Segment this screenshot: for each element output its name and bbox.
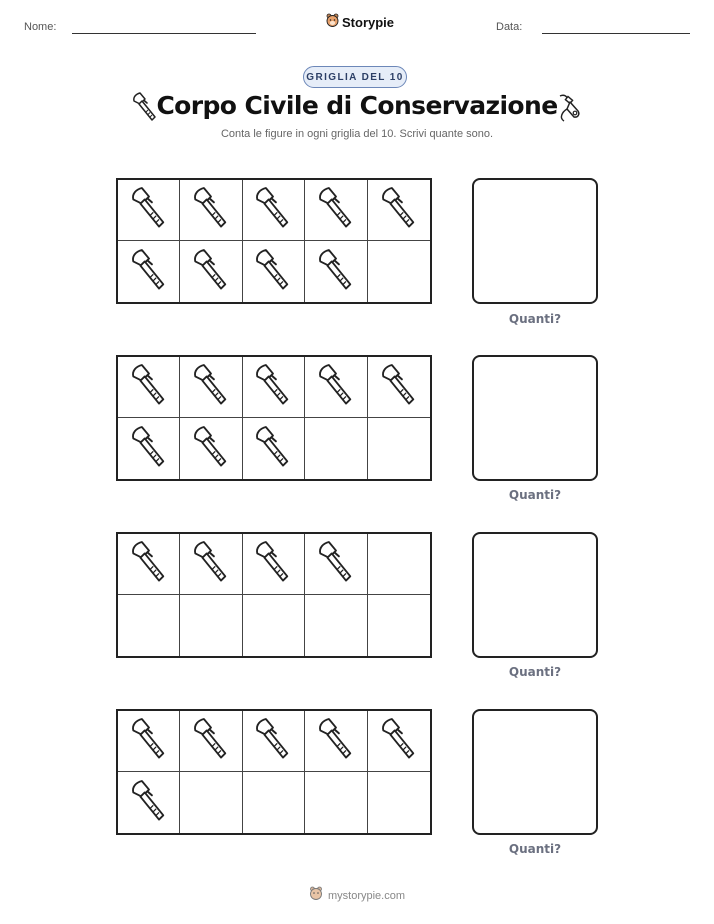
storypie-mascot-icon [326, 13, 339, 32]
ten-frame-cell [180, 357, 242, 418]
ten-frame-cell [180, 180, 242, 241]
name-line[interactable] [72, 33, 256, 34]
axe-icon [379, 717, 419, 765]
ten-frame-cell [243, 595, 305, 656]
ten-frame [116, 178, 432, 304]
axe-icon [379, 186, 419, 234]
axe-icon [129, 779, 169, 827]
axe-icon [316, 363, 356, 411]
date-line[interactable] [542, 33, 690, 34]
ten-frame-cell [305, 534, 367, 595]
axe-icon [129, 363, 169, 411]
ten-frame-cell [368, 595, 430, 656]
ten-frame-cell [180, 711, 242, 772]
ten-frame-cell [243, 180, 305, 241]
axe-icon [253, 540, 293, 588]
ten-frame-cell [368, 772, 430, 833]
axe-icon [191, 363, 231, 411]
axe-icon [253, 717, 293, 765]
ten-frame-cell [118, 241, 180, 302]
ten-frame-cell [368, 711, 430, 772]
axe-icon [316, 717, 356, 765]
ten-frame-cell [180, 241, 242, 302]
answer-box[interactable] [472, 709, 598, 835]
whistle-icon [556, 92, 582, 128]
ten-frame-cell [243, 241, 305, 302]
ten-frame-cell [243, 772, 305, 833]
ten-frame-cell [118, 180, 180, 241]
axe-icon [191, 717, 231, 765]
brand-name: Storypie [342, 15, 395, 30]
ten-frame [116, 709, 432, 835]
ten-frame-cell [243, 418, 305, 479]
answer-box[interactable] [472, 532, 598, 658]
ten-frame [116, 532, 432, 658]
ten-frame-cell [180, 595, 242, 656]
axe-icon [316, 248, 356, 296]
axe-icon [316, 540, 356, 588]
axe-icon [316, 186, 356, 234]
ten-frame-cell [368, 241, 430, 302]
axe-icon [191, 248, 231, 296]
ten-frame-cell [305, 241, 367, 302]
answer-label: Quanti? [508, 488, 562, 502]
answer-box[interactable] [472, 355, 598, 481]
axe-icon [129, 717, 169, 765]
axe-icon [253, 248, 293, 296]
ten-frame-cell [118, 772, 180, 833]
ten-frame-cell [305, 711, 367, 772]
ten-frame-cell [368, 534, 430, 595]
axe-icon [129, 425, 169, 473]
ten-frame-cell [368, 180, 430, 241]
ten-frame-cell [243, 711, 305, 772]
page-title: Corpo Civile di Conservazione [156, 91, 558, 120]
answer-label: Quanti? [508, 842, 562, 856]
ten-frame-cell [180, 772, 242, 833]
ten-frame-cell [305, 180, 367, 241]
ten-frame-cell [118, 595, 180, 656]
ten-frame-cell [305, 595, 367, 656]
footer [0, 886, 714, 905]
axe-icon [379, 363, 419, 411]
ten-frame-cell [305, 772, 367, 833]
date-label: Data: [496, 21, 523, 33]
axe-icon [129, 186, 169, 234]
axe-icon [191, 186, 231, 234]
ten-frame-cell [118, 418, 180, 479]
ten-frame-cell [305, 418, 367, 479]
footer-url[interactable]: mystorypie.com [327, 889, 406, 902]
answer-box[interactable] [472, 178, 598, 304]
ten-frame-cell [180, 418, 242, 479]
axe-icon [129, 540, 169, 588]
ten-frame-cell [118, 357, 180, 418]
ten-frame-cell [368, 357, 430, 418]
axe-icon [191, 540, 231, 588]
answer-label: Quanti? [508, 665, 562, 679]
category-badge: GRIGLIA DEL 10 [303, 66, 407, 88]
instructions: Conta le figure in ogni griglia del 10. Scrivi quante sono. [220, 128, 494, 140]
answer-label: Quanti? [508, 312, 562, 326]
ten-frame-cell [243, 534, 305, 595]
name-label: Nome: [24, 21, 57, 33]
axe-icon [129, 248, 169, 296]
ten-frame-cell [180, 534, 242, 595]
brand-logo [326, 13, 394, 32]
axe-icon [253, 186, 293, 234]
ten-frame-cell [118, 711, 180, 772]
storypie-mascot-icon [309, 886, 323, 905]
ten-frame [116, 355, 432, 481]
ten-frame-cell [118, 534, 180, 595]
axe-icon [253, 363, 293, 411]
ten-frame-cell [243, 357, 305, 418]
axe-icon [191, 425, 231, 473]
ten-frame-cell [368, 418, 430, 479]
ten-frame-cell [305, 357, 367, 418]
axe-icon [253, 425, 293, 473]
